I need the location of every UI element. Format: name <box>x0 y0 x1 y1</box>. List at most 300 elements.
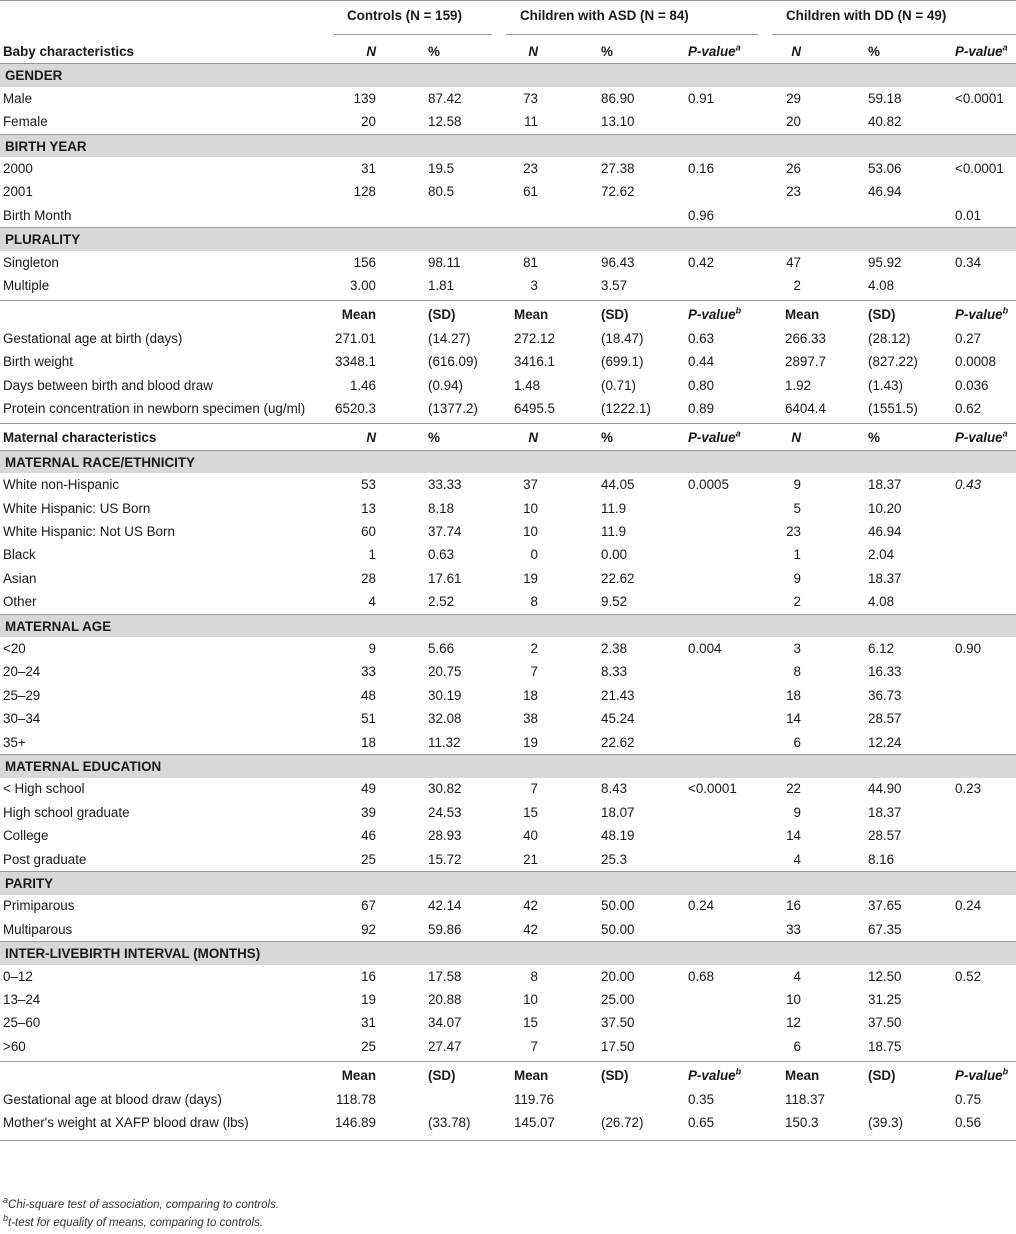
table-cell: 39 <box>361 804 376 820</box>
table-row <box>0 497 1016 521</box>
table-row <box>0 157 1016 181</box>
footnote-a-mark: a <box>3 1195 9 1206</box>
table-cell: 14 <box>786 828 801 844</box>
table-cell: (1377.2) <box>428 401 478 416</box>
table-cell: 18.07 <box>601 804 635 820</box>
column-header-text: P-value <box>955 1068 1003 1084</box>
table-cell: (0.71) <box>601 377 636 393</box>
table-cell: 7 <box>530 1038 538 1054</box>
table-cell: 5 <box>793 500 801 516</box>
table-cell: 0.52 <box>955 968 982 984</box>
table-cell: 6.12 <box>868 641 895 656</box>
table-cell: 31.25 <box>868 992 902 1007</box>
table-cell: 2.38 <box>601 641 628 656</box>
table-cell: 2897.7 <box>785 354 826 370</box>
table-cell: 4 <box>368 594 376 610</box>
table-cell: 3416.1 <box>514 354 555 370</box>
column-header: (SD) <box>868 307 896 323</box>
table-cell: 37.50 <box>601 1015 635 1031</box>
table-cell: 44.05 <box>601 477 635 493</box>
table-cell: 9.52 <box>601 594 628 610</box>
table-cell: 1.46 <box>349 377 376 393</box>
table-cell: 42 <box>523 921 538 937</box>
table-cell: 10 <box>523 524 538 539</box>
column-header: (SD) <box>868 1068 896 1084</box>
table-cell: 17.58 <box>428 968 462 984</box>
table-cell: (39.3) <box>868 1115 903 1130</box>
table-cell: 67.35 <box>868 921 902 937</box>
table-cell: 46 <box>361 828 376 844</box>
table-cell: 271.01 <box>335 330 376 346</box>
table-cell: 6 <box>793 734 801 750</box>
row-label: White non-Hispanic <box>3 477 120 493</box>
row-label: Gestational age at blood draw (days) <box>3 1091 222 1107</box>
footnote-marker: a <box>1002 42 1008 53</box>
table-cell: 150.3 <box>785 1115 819 1130</box>
table-cell: 2.04 <box>868 547 895 563</box>
footnote-marker: a <box>1002 428 1008 439</box>
section-label: PLURALITY <box>5 232 81 248</box>
section-label: GENDER <box>5 68 63 84</box>
table-cell: 0 <box>530 547 538 563</box>
table-cell: 37.74 <box>428 524 462 539</box>
table-cell: 21.43 <box>601 687 635 703</box>
table-cell: 0.89 <box>688 401 715 416</box>
row-label: Asian <box>3 570 37 586</box>
table-cell: 0.75 <box>955 1091 982 1107</box>
table-cell: 9 <box>368 641 376 656</box>
table-cell: 27.38 <box>601 161 635 176</box>
column-header: N <box>528 430 538 446</box>
table-cell: 18 <box>523 687 538 703</box>
table-cell <box>785 204 801 228</box>
column-header: % <box>601 430 613 446</box>
row-label: Female <box>3 114 48 130</box>
table-cell: 19 <box>361 992 376 1007</box>
table-cell: 0.0008 <box>955 354 996 370</box>
divider-rule <box>0 300 1016 301</box>
table-cell: 16 <box>786 898 801 914</box>
column-header: Mean <box>785 307 820 323</box>
footnote-marker: a <box>735 428 741 439</box>
table-cell: 6 <box>793 1038 801 1054</box>
table-cell: 98.11 <box>428 254 461 270</box>
table-cell: 96.43 <box>601 254 635 270</box>
table-cell: 9 <box>793 570 801 586</box>
table-cell: 0.036 <box>955 377 989 393</box>
table-row <box>0 204 1016 228</box>
table-cell: 30.19 <box>428 687 462 703</box>
table-cell: 119.76 <box>514 1091 554 1107</box>
table-row <box>0 374 1016 398</box>
column-header <box>688 303 741 327</box>
column-header: Mean <box>514 1068 549 1084</box>
table-cell: (18.47) <box>601 330 644 346</box>
table-row <box>0 473 1016 497</box>
column-header <box>688 1064 741 1088</box>
table-cell: 24.53 <box>428 804 462 820</box>
row-label: >60 <box>3 1038 26 1054</box>
table-row <box>0 350 1016 374</box>
table-cell: 1 <box>793 547 801 563</box>
table-cell: 0.16 <box>688 161 715 176</box>
table-cell: 8.43 <box>601 781 628 797</box>
table-cell: 21 <box>523 851 538 867</box>
table-cell: 0.0005 <box>688 477 729 493</box>
table-row <box>0 180 1016 204</box>
table-cell: 0.68 <box>688 968 715 984</box>
table-cell: 0.62 <box>955 401 982 416</box>
row-label: College <box>3 828 49 844</box>
table-cell: 51 <box>361 711 376 727</box>
table-cell: (28.12) <box>868 330 911 346</box>
section-label: MATERNAL AGE <box>5 618 112 634</box>
row-label: Post graduate <box>3 851 87 867</box>
table-cell: 50.00 <box>601 921 635 937</box>
row-label: 13–24 <box>3 992 41 1007</box>
table-cell: 3 <box>793 641 801 656</box>
table-cell: 28.57 <box>868 828 902 844</box>
section-header-row <box>0 614 1016 638</box>
table-cell: <0.0001 <box>955 90 1004 106</box>
table-cell: 92 <box>361 921 376 937</box>
table-cell: 139 <box>353 90 376 106</box>
column-header <box>955 303 1008 327</box>
table-cell: 20 <box>786 114 801 130</box>
group-rule-asd <box>506 34 758 35</box>
table-cell: 49 <box>361 781 376 797</box>
row-label: 25–60 <box>3 1015 41 1031</box>
table-cell: (699.1) <box>601 354 644 370</box>
table-cell: (616.09) <box>428 354 478 370</box>
row-label: Primiparous <box>3 898 75 914</box>
table-cell: 0.42 <box>688 254 715 270</box>
row-label: Gestational age at birth (days) <box>3 330 183 346</box>
table-cell <box>334 204 376 228</box>
table-cell: 34.07 <box>428 1015 462 1031</box>
table-cell: 0.63 <box>428 547 455 563</box>
table-cell: 16 <box>361 968 376 984</box>
section-label: MATERNAL EDUCATION <box>5 759 162 774</box>
table-cell: 7 <box>530 781 538 797</box>
table-cell: 8.33 <box>601 664 628 680</box>
table-row <box>0 1111 1016 1135</box>
table-cell: 6520.3 <box>335 401 376 416</box>
row-label: Male <box>3 90 33 106</box>
table-cell: 0.24 <box>688 898 715 914</box>
table-cell: 0.004 <box>688 641 722 656</box>
table-row <box>0 1088 1016 1112</box>
table-cell: 61 <box>523 184 538 200</box>
table-cell: (827.22) <box>868 354 918 370</box>
table-cell: 12 <box>786 1015 801 1031</box>
footnote-marker: a <box>735 42 741 53</box>
table-cell: 11.32 <box>428 734 461 750</box>
table-row <box>0 824 1016 848</box>
table-cell: 118.37 <box>785 1091 825 1107</box>
table-cell: 45.24 <box>601 711 635 727</box>
table-cell: 30.82 <box>428 781 462 797</box>
footnote-b <box>3 1213 264 1229</box>
table-row <box>0 894 1016 918</box>
column-header: N <box>366 44 376 59</box>
table-cell: 18 <box>361 734 376 750</box>
table-cell: 59.18 <box>868 90 902 106</box>
table-row <box>0 110 1016 134</box>
table-cell <box>514 204 538 228</box>
table-cell: 4 <box>793 968 801 984</box>
column-header: N <box>528 44 538 59</box>
table-cell: 17.61 <box>428 570 462 586</box>
table-cell: 19 <box>523 570 538 586</box>
table-cell: 0.65 <box>688 1115 715 1130</box>
table-cell: 8.16 <box>868 851 895 867</box>
footnote-marker: b <box>1002 305 1009 316</box>
top-rule <box>0 0 1016 1</box>
table-cell: 1 <box>368 547 376 563</box>
table-cell: 128 <box>353 184 376 200</box>
table-cell: 18.75 <box>868 1038 902 1054</box>
table-row <box>0 520 1016 544</box>
column-header: % <box>428 430 440 446</box>
section-header-row <box>0 227 1016 251</box>
table-cell: 23 <box>523 161 538 176</box>
footnote-b-mark: b <box>3 1213 9 1224</box>
column-header <box>688 40 741 64</box>
table-cell: 53.06 <box>868 161 902 176</box>
table-cell: 31 <box>361 1015 376 1031</box>
table-cell: 17.50 <box>601 1038 635 1054</box>
column-header: (SD) <box>428 1068 456 1084</box>
column-header: Mean <box>514 307 549 323</box>
table-cell: 33 <box>361 664 376 680</box>
table-cell: 145.07 <box>514 1115 555 1130</box>
table-cell: 10 <box>523 992 538 1007</box>
table-cell: 67 <box>361 898 376 914</box>
table-cell: 8 <box>530 594 538 610</box>
table-cell: 6404.4 <box>785 401 826 416</box>
table-row <box>0 251 1016 275</box>
table-cell: 48 <box>361 687 376 703</box>
table-cell: 33.33 <box>428 477 462 493</box>
column-header-row <box>0 426 1016 450</box>
table-cell: 20.00 <box>601 968 635 984</box>
table-cell: 28.93 <box>428 828 462 844</box>
column-header-text: P-value <box>688 430 736 446</box>
column-header: (SD) <box>601 1068 629 1084</box>
table-cell: (1222.1) <box>601 401 651 416</box>
table-cell: 0.43 <box>955 477 982 493</box>
table-cell: 1.81 <box>428 278 455 293</box>
row-label: Birth Month <box>3 207 72 223</box>
table-cell: 11.9 <box>601 500 627 516</box>
table-cell: 18.37 <box>868 804 902 820</box>
table-cell: 25 <box>361 1038 376 1054</box>
table-cell: 11.9 <box>601 524 627 539</box>
row-label: 0–12 <box>3 968 33 984</box>
table-row <box>0 660 1016 684</box>
table-cell: 146.89 <box>335 1115 376 1130</box>
table-cell: 87.42 <box>428 90 462 106</box>
table-cell: 25 <box>361 851 376 867</box>
table-row <box>0 988 1016 1012</box>
table-row <box>0 274 1016 298</box>
table-cell: 14 <box>786 711 801 727</box>
column-header: Mean <box>785 1068 820 1084</box>
section-header-row <box>0 941 1016 965</box>
table-row <box>0 567 1016 591</box>
section-header-row <box>0 754 1016 778</box>
table-cell: 40 <box>523 828 538 844</box>
row-label: 20–24 <box>3 664 41 680</box>
row-label: Mother's weight at XAFP blood draw (lbs) <box>3 1115 249 1130</box>
row-label: 2001 <box>3 184 33 200</box>
table-cell: 15 <box>523 1015 538 1031</box>
column-header: N <box>366 430 376 446</box>
table-cell: 0.90 <box>955 641 982 656</box>
row-label: High school graduate <box>3 804 130 820</box>
footnote-marker: b <box>735 305 742 316</box>
table-cell: 73 <box>523 90 538 106</box>
table-cell: 12.50 <box>868 968 902 984</box>
table-cell: 50.00 <box>601 898 635 914</box>
table-cell: 5.66 <box>428 641 455 656</box>
table-cell: 48.19 <box>601 828 635 844</box>
group-rule-dd <box>772 34 1016 35</box>
divider-rule <box>0 423 1016 424</box>
column-header <box>955 1064 1008 1088</box>
table-cell: 0.01 <box>955 207 982 223</box>
column-header: N <box>791 44 801 59</box>
table-row <box>0 1035 1016 1059</box>
table-cell: (14.27) <box>428 330 471 346</box>
footnote-marker: b <box>1002 1066 1009 1077</box>
table-cell: 72.62 <box>601 184 635 200</box>
column-header-text: P-value <box>955 44 1003 59</box>
table-cell: 12.58 <box>428 114 462 130</box>
table-cell: 156 <box>353 254 376 270</box>
column-header-row <box>0 1064 1016 1088</box>
row-label: <20 <box>3 641 26 656</box>
table-cell: 36.73 <box>868 687 902 703</box>
table-cell: 18.37 <box>868 477 902 493</box>
table-cell: 18 <box>786 687 801 703</box>
column-header-row <box>0 40 1016 64</box>
table-row <box>0 801 1016 825</box>
footnote-marker: b <box>735 1066 742 1077</box>
table-cell: 29 <box>786 90 801 106</box>
table-cell: 3.00 <box>349 278 376 293</box>
table-cell: 44.90 <box>868 781 902 797</box>
table-cell: 13.10 <box>601 114 635 130</box>
table-cell: 10 <box>523 500 538 516</box>
table-row <box>0 87 1016 111</box>
table-cell: 25.3 <box>601 851 628 867</box>
table-row <box>0 848 1016 872</box>
table-cell: 0.80 <box>688 377 715 393</box>
table-cell: 19 <box>523 734 538 750</box>
table-cell: 16.33 <box>868 664 902 680</box>
table-cell: 95.92 <box>868 254 902 270</box>
section-label: PARITY <box>5 876 54 891</box>
table-cell: 7 <box>530 664 538 680</box>
column-header: Mean <box>341 307 376 323</box>
table-cell: 1.92 <box>785 377 812 393</box>
table-cell: 4 <box>793 851 801 867</box>
footnote-a <box>3 1195 280 1211</box>
row-group-label: Maternal characteristics <box>3 430 157 446</box>
row-label: Multiparous <box>3 921 73 937</box>
table-row <box>0 777 1016 801</box>
table-row <box>0 397 1016 421</box>
footnote-a-text: Chi-square test of association, comparing to controls. <box>8 1199 280 1211</box>
table-cell: 0.56 <box>955 1115 982 1130</box>
table-cell: 0.44 <box>688 354 715 370</box>
table-cell: 0.35 <box>688 1091 715 1107</box>
table-cell: (26.72) <box>601 1115 644 1130</box>
row-label: Protein concentration in newborn specimen (ug/ml) <box>3 401 306 416</box>
column-header: % <box>868 430 880 446</box>
table-cell: 23 <box>786 184 801 200</box>
column-header: (SD) <box>601 307 629 323</box>
table-cell: 28.57 <box>868 711 902 727</box>
table-row <box>0 684 1016 708</box>
row-label: White Hispanic: US Born <box>3 500 151 516</box>
table-cell: 6495.5 <box>514 401 555 416</box>
row-label: Other <box>3 594 37 610</box>
table-cell: 22 <box>786 781 801 797</box>
column-header-text: P-value <box>955 430 1003 446</box>
table-row <box>0 590 1016 614</box>
table-cell: 0.91 <box>688 90 715 106</box>
column-header: (SD) <box>428 307 456 323</box>
table-cell: 42.14 <box>428 898 462 914</box>
table-cell: 9 <box>793 477 801 493</box>
row-label: Black <box>3 547 36 563</box>
row-label: Singleton <box>3 254 59 270</box>
table-cell: 42 <box>523 898 538 914</box>
table-row <box>0 731 1016 755</box>
table-cell: 2 <box>793 594 801 610</box>
table-cell: 59.86 <box>428 921 462 937</box>
divider-rule <box>0 1061 1016 1062</box>
table-cell: 13 <box>361 500 376 516</box>
table-cell: 118.78 <box>336 1091 376 1107</box>
column-header: Mean <box>341 1068 376 1084</box>
column-header <box>688 426 741 450</box>
table-cell: (1551.5) <box>868 401 918 416</box>
table-cell: 60 <box>361 524 376 539</box>
row-label: 35+ <box>3 734 26 750</box>
table-cell: 2.52 <box>428 594 455 610</box>
table-cell: 2 <box>530 641 538 656</box>
table-cell: 1.48 <box>514 377 541 393</box>
table-cell: 8 <box>793 664 801 680</box>
table-cell: 10.20 <box>868 500 902 516</box>
column-header-text: P-value <box>688 307 736 323</box>
table-row <box>0 918 1016 942</box>
table-cell: 3348.1 <box>335 354 376 370</box>
table-cell: 12.24 <box>868 734 902 750</box>
column-header-row <box>0 303 1016 327</box>
table-cell: 80.5 <box>428 184 455 200</box>
table-cell: (1.43) <box>868 377 903 393</box>
table-cell: 0.63 <box>688 330 715 346</box>
table-row <box>0 1011 1016 1035</box>
table-row <box>0 543 1016 567</box>
table-cell: 18.37 <box>868 570 902 586</box>
table-cell: <0.0001 <box>688 781 737 797</box>
